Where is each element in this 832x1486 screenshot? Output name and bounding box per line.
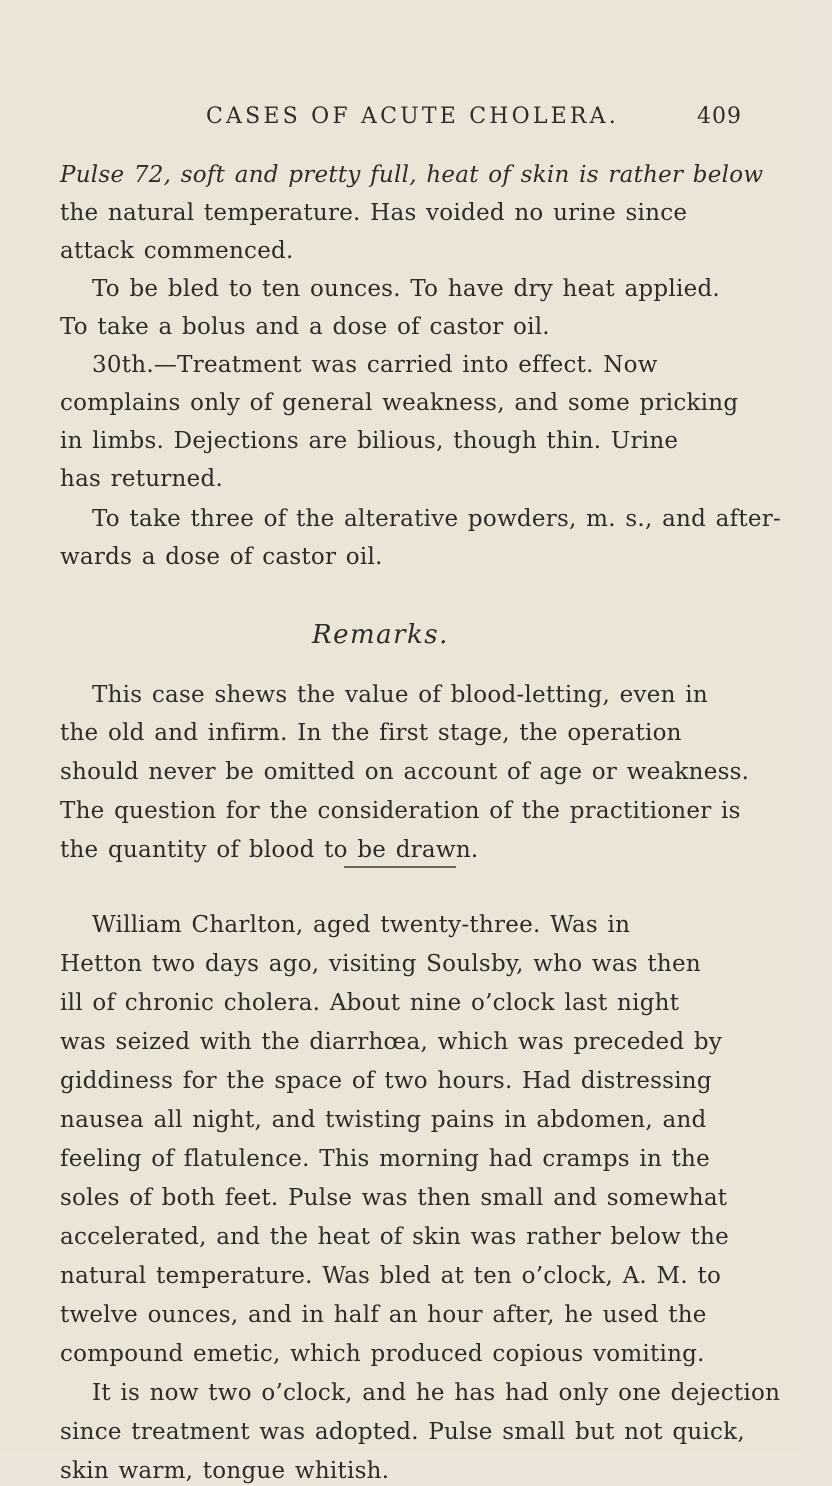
- paragraph-line: [60, 274, 832, 304]
- paragraph-line-text: wards a dose of castor oil.: [60, 544, 383, 570]
- page-header: [60, 104, 742, 144]
- case-line: [60, 1339, 800, 1369]
- section-divider: [344, 866, 456, 868]
- remarks-line: [60, 796, 800, 826]
- paragraph-line-text: Pulse 72, soft and pretty full, heat of skin is rather below: [60, 162, 764, 188]
- case-line-text: It is now two o’clock, and he has had only one dejection: [92, 1380, 781, 1406]
- running-title: CASES OF ACUTE CHOLERA.: [206, 104, 619, 129]
- remarks-line: [60, 835, 800, 865]
- case-line-text: nausea all night, and twisting pains in abdomen, and: [60, 1107, 707, 1133]
- remarks-line-text: should never be omitted on account of age or weakness.: [60, 759, 750, 785]
- remarks-line-text: the quantity of blood to be drawn.: [60, 837, 479, 863]
- case-line: [60, 1105, 800, 1135]
- remarks-line: [60, 718, 800, 748]
- case-line-text: soles of both feet. Pulse was then small and somewhat: [60, 1185, 728, 1211]
- paragraph-line-text: To take three of the alterative powders, m. s., and after-: [92, 506, 781, 532]
- case-line: [60, 1300, 800, 1330]
- paragraph-line: [60, 350, 832, 380]
- paragraph-line-text: complains only of general weakness, and some pricking: [60, 390, 739, 416]
- case-line: [60, 1066, 800, 1096]
- case-line: [60, 1222, 800, 1252]
- case-line-text: since treatment was adopted. Pulse small but not quick,: [60, 1419, 745, 1445]
- paragraph-line: [60, 312, 800, 342]
- paragraph-line: [60, 236, 800, 266]
- paragraph-line: [60, 542, 800, 572]
- case-line-text: William Charlton, aged twenty-three. Was in: [92, 912, 631, 938]
- case-line: [60, 1456, 800, 1486]
- paragraph-line: [60, 388, 800, 418]
- page-number: 409: [697, 104, 742, 129]
- paragraph-line: [60, 198, 800, 228]
- case-line-text: skin warm, tongue whitish.: [60, 1458, 390, 1484]
- case-line: [60, 1144, 800, 1174]
- remarks-line: [60, 757, 800, 787]
- case-line: [60, 988, 800, 1018]
- paragraph-line: [60, 426, 800, 456]
- remarks-line-text: the old and infirm. In the first stage, the operation: [60, 720, 682, 746]
- case-line-text: ill of chronic cholera. About nine o’clock last night: [60, 990, 680, 1016]
- case-line: [60, 1261, 800, 1291]
- paragraph-line-text: has returned.: [60, 466, 224, 492]
- case-line: [60, 1027, 800, 1057]
- paragraph-line-text: attack commenced.: [60, 238, 294, 264]
- paragraph-line-text: in limbs. Dejections are bilious, though thin. Urine: [60, 428, 679, 454]
- case-line-text: accelerated, and the heat of skin was rather below the: [60, 1224, 729, 1250]
- remarks-line-text: This case shews the value of blood-letting, even in: [92, 682, 708, 708]
- case-line: [60, 949, 800, 979]
- case-line-text: giddiness for the space of two hours. Had distressing: [60, 1068, 712, 1094]
- paragraph-line: [60, 464, 800, 494]
- paragraph-line-text: the natural temperature. Has voided no urine since: [60, 200, 688, 226]
- case-line: [60, 1378, 832, 1408]
- paragraph-line-text: To take a bolus and a dose of castor oil.: [60, 314, 550, 340]
- paragraph-line: [60, 160, 800, 190]
- case-line-text: was seized with the diarrhœa, which was preceded by: [60, 1029, 723, 1055]
- remarks-line-text: The question for the consideration of the practitioner is: [60, 798, 741, 824]
- paragraph-line-text: 30th.—Treatment was carried into effect. Now: [92, 352, 658, 378]
- case-line: [60, 1183, 800, 1213]
- case-line-text: natural temperature. Was bled at ten o’clock, A. M. to: [60, 1263, 722, 1289]
- case-line-text: compound emetic, which produced copious vomiting.: [60, 1341, 705, 1367]
- paragraph-line-text: To be bled to ten ounces. To have dry heat applied.: [92, 276, 720, 302]
- case-line: [60, 1417, 800, 1447]
- case-line: [60, 910, 832, 940]
- remarks-line: [60, 680, 832, 710]
- remarks-heading: Remarks.: [312, 620, 449, 650]
- case-line-text: twelve ounces, and in half an hour after, he used the: [60, 1302, 707, 1328]
- case-line-text: feeling of flatulence. This morning had cramps in the: [60, 1146, 710, 1172]
- paragraph-line: [60, 504, 832, 534]
- case-line-text: Hetton two days ago, visiting Soulsby, who was then: [60, 951, 701, 977]
